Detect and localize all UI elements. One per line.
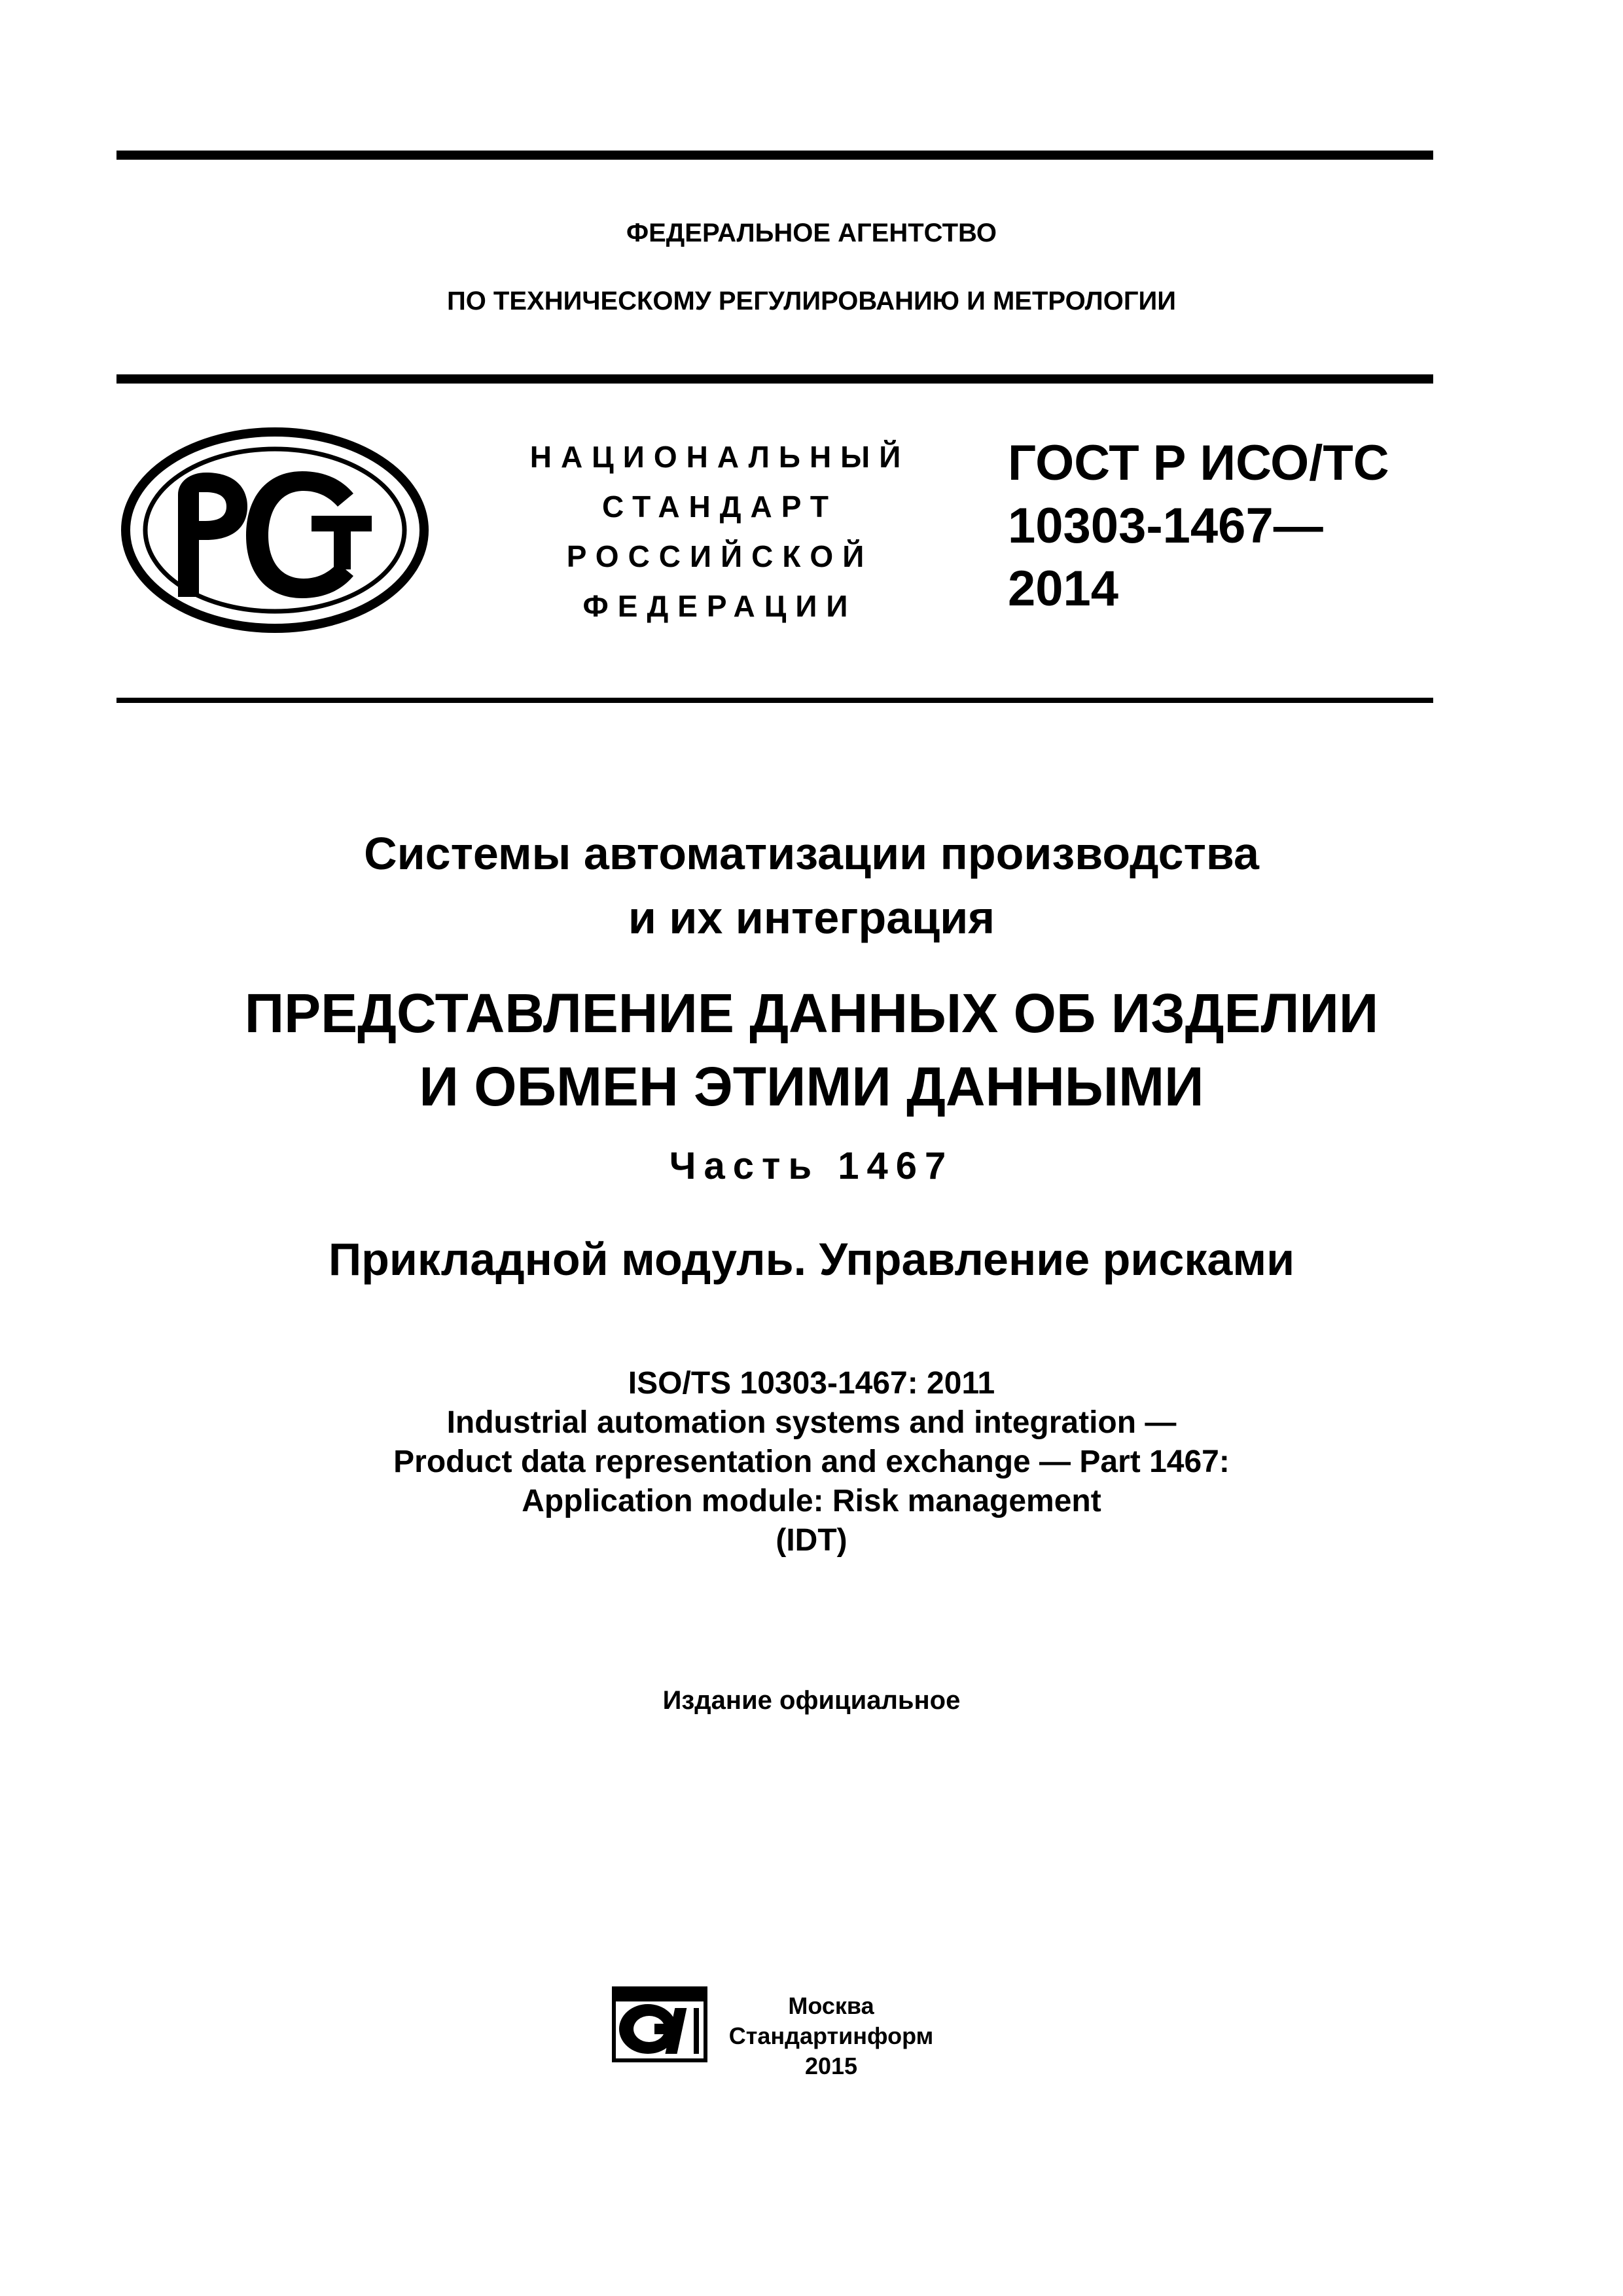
publisher-name: Стандартинформ [728, 2022, 934, 2049]
edition-label: Издание официальное [662, 1686, 961, 1715]
standard-type-line-4: ФЕДЕРАЦИИ [582, 589, 857, 623]
header-rule [116, 374, 1433, 384]
standard-type-line-3: РОССИЙСКОЙ [566, 539, 874, 573]
main-title-line-2: И ОБМЕН ЭТИМИ ДАННЫМИ [419, 1056, 1204, 1117]
part-number: Часть 1467 [669, 1145, 954, 1187]
iso-reference-line-1: ISO/TS 10303-1467: 2011 [628, 1366, 995, 1401]
agency-line-1: ФЕДЕРАЛЬНОЕ АГЕНТСТВО [626, 219, 997, 247]
main-title-line-1: ПРЕДСТАВЛЕНИЕ ДАННЫХ ОБ ИЗДЕЛИИ [244, 982, 1379, 1044]
iso-reference-line-2: Industrial automation systems and integration — [446, 1405, 1177, 1440]
publisher-city: Москва [788, 1992, 874, 2019]
rst-gost-logo-icon [118, 425, 432, 635]
standard-designation-line-3: 2014 [1008, 561, 1119, 617]
standard-designation-line-1: ГОСТ Р ИСО/ТС [1008, 435, 1389, 491]
general-title-line-2: и их интеграция [628, 892, 995, 943]
iso-reference-line-3: Product data representation and exchange — Part 1467: [393, 1444, 1230, 1479]
iso-reference-line-4: Application module: Risk management [522, 1484, 1101, 1518]
agency-line-2: ПО ТЕХНИЧЕСКОМУ РЕГУЛИРОВАНИЮ И МЕТРОЛОГИИ [446, 287, 1177, 315]
standard-type-line-2: СТАНДАРТ [602, 490, 838, 524]
standard-type-line-1: НАЦИОНАЛЬНЫЙ [529, 440, 910, 474]
module-title: Прикладной модуль. Управление рисками [328, 1234, 1295, 1285]
publisher-year: 2015 [804, 2053, 858, 2079]
standartinform-logo-icon [609, 1975, 713, 2073]
standard-designation-line-2: 10303-1467— [1008, 498, 1323, 554]
iso-reference-line-5: (IDT) [776, 1523, 847, 1558]
top-rule [116, 151, 1433, 160]
title-rule [116, 698, 1433, 703]
general-title-line-1: Системы автоматизации производства [364, 828, 1259, 879]
